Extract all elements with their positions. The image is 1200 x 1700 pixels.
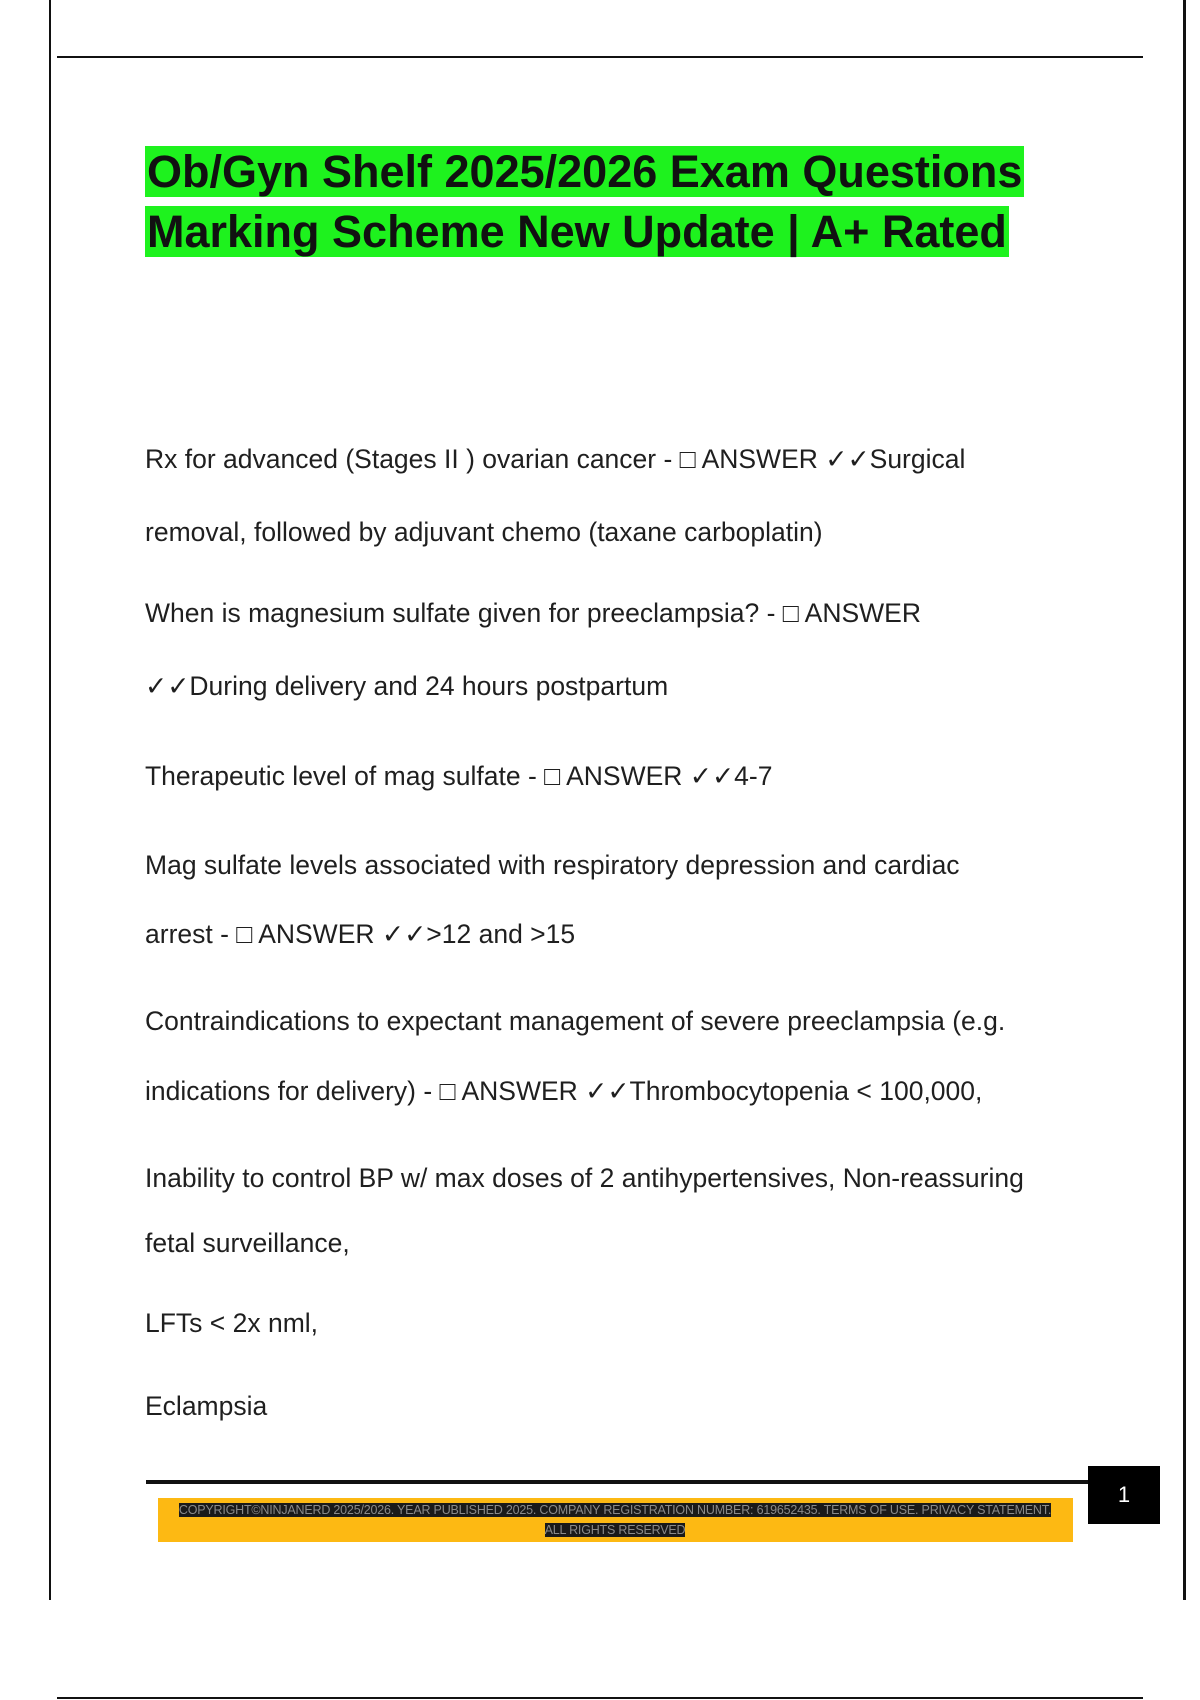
page-number: 1 [1088, 1466, 1160, 1524]
body-line: arrest - □ ANSWER ✓✓>12 and >15 [145, 919, 576, 949]
body-line: indications for delivery) - □ ANSWER ✓✓Thrombocytopenia < 100,000, [145, 1076, 983, 1106]
page-border-right [1183, 0, 1186, 1600]
header-rule [57, 56, 1143, 58]
body-line: fetal surveillance, [145, 1228, 350, 1258]
document-title-text: Ob/Gyn Shelf 2025/2026 Exam Questions Marking Scheme New Update | A+ Rated [147, 146, 1023, 257]
footer-rule [146, 1480, 1088, 1484]
next-page-rule [57, 1697, 1143, 1699]
body-line: ✓✓During delivery and 24 hours postpartum [145, 671, 669, 701]
page-border-left [49, 0, 51, 1600]
document-title [145, 142, 1105, 262]
body-line: When is magnesium sulfate given for preeclampsia? - □ ANSWER [145, 598, 921, 628]
body-line: Inability to control BP w/ max doses of 2 antihypertensives, Non-reassuring [145, 1163, 1024, 1193]
body-line: Therapeutic level of mag sulfate - □ ANSWER ✓✓4-7 [145, 761, 773, 791]
body-line: removal, followed by adjuvant chemo (taxane carboplatin) [145, 517, 823, 547]
copyright-text: COPYRIGHT©NINJANERD 2025/2026. YEAR PUBLISHED 2025. COMPANY REGISTRATION NUMBER: 619652435. TERMS OF USE. PRIVACY STATEMENT. ALL RIGHTS RESERVED [178, 1503, 1052, 1537]
body-line: Mag sulfate levels associated with respiratory depression and cardiac [145, 850, 960, 880]
body-line: Rx for advanced (Stages II ) ovarian cancer - □ ANSWER ✓✓Surgical [145, 444, 966, 474]
copyright-notice [170, 1500, 1060, 1540]
body-line: Eclampsia [145, 1391, 268, 1421]
body-line: Contraindications to expectant management of severe preeclampsia (e.g. [145, 1006, 1006, 1036]
body-line: LFTs < 2x nml, [145, 1308, 319, 1338]
